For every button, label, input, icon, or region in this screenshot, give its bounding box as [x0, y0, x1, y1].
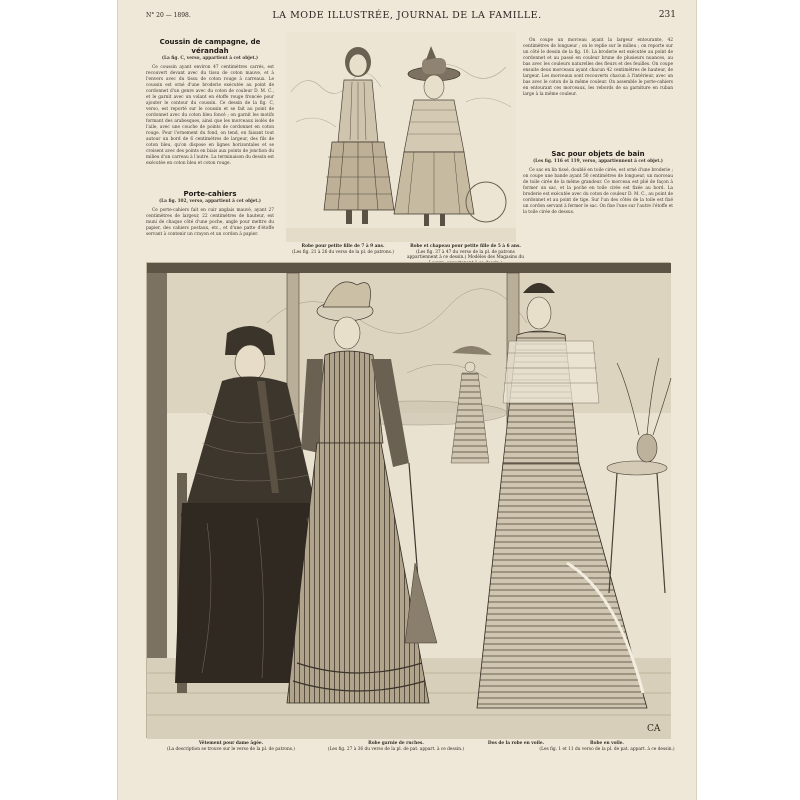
article-title-porte-cahiers: Porte-cahiers: [183, 190, 237, 198]
right-column-article-2: [523, 150, 673, 258]
caption-bottom-4: [538, 741, 676, 752]
right-column-article-1: [523, 38, 673, 144]
left-column-article-2: [146, 190, 274, 252]
article-subtitle-sac: (Les fig. 116 et 119, verso, appartiennent à cet objet.): [533, 159, 663, 164]
article-body-coussin: Ce coussin ayant environ 47 centimètres carrés, est recouvert devant avec du tissu de coton mauve, et à l'envers avec du tissu de coton rouge à carreaux. Le coussin est orné d'une broderie exécutée au point de cordonnet d'un genre avec du coton de couleur D. M. C., et le garnit avec un volant en étoffe rouge froncée pour ajouter le contour du coussin. Ce dessin de la fig. C, verso, est reporté sur le coussin et se fait au point de cordonnet avec du coton bleu foncé ; on garnit les motifs formant des arabesques, ainsi que les morceaux isolés de l'aile, avec une couche de points de cordonnet en coton rouge. Pour l'ornement du fond, on tend, en faisant tout autour un bord de 6 centimètres de largeur, des fils de coton bleu, qu'on dispose en lignes horizontales et se croisent avec des points en biais aux points de jonction du milieu d'un carreau à l'autre. La terminaison du dessin est exécutée en coton bleu et coton rouge.: [146, 65, 274, 166]
caption-top-left: [283, 244, 403, 255]
journal-page: [118, 0, 696, 800]
article-title-sac: Sac pour objets de bain: [551, 150, 645, 158]
main-engraving-ladies: [146, 262, 670, 738]
page-header: [118, 10, 696, 24]
caption-bottom-4-title: Robe en voile.: [590, 741, 624, 746]
caption-top-right-note: (Les fig. 37 à 47 du verso de la pl. de patrons appartiennent à ce dessin.) Modèles des Magasins du: [406, 249, 525, 260]
article-title-coussin: Coussin de campagne, de vérandah: [159, 38, 261, 55]
left-column-article-1: [146, 38, 274, 166]
caption-bottom-1-note: (La description se trouve sur le verso de la pl. de patrons.): [167, 746, 295, 752]
caption-bottom-4-note: (Les fig. 1 et 11 du verso de la pl. de pat. appart. à ce dessin.): [539, 746, 675, 752]
caption-bottom-1: [146, 741, 316, 752]
artist-signature: CA: [647, 724, 661, 734]
caption-bottom-3-title: Dos de la robe en voile.: [487, 741, 545, 746]
article-body-continued: On coupe un morceau ayant la largeur entourante, 42 centimètres de longueur ; on le replie sur le milieu ; on reporte sur un côté le dessin de la fig. 10. La broderie est exécutée au point de cordonnet et au passé en couleur brune de plusieurs nuances, au bas avec les couleurs naturelles des fleurs et des feuilles. On coupe ensuite deux morceaux ayant chacun 42 centimètres de hauteur, de largeur. Les morceaux sont recouverts chacun à l'intérieur, avec un bas avec le coton de la même couleur. On assemble le porte-cahiers en entourant ces morceaux, les rebords de sa garniture en ruban large à la même couleur.: [523, 38, 673, 97]
article-body-sac: Ce sac en lin tissé, doublé en toile cirée, est orné d'une broderie ; on coupe une bande ayant 50 centimètres de longueur, un morceau de toile cirée de la même grandeur. Ce morceau est plié de façon à former un sac, et la poche en toile cirée est fixée au bord. La broderie est exécutée avec du coton de couleur D. M. C., au point de cordonnet et au point de tige. Sur l'un des côtés de la toile est fixé un cordon servant à fermer le sac. On fixe l'une sur l'autre l'étoffe et la toile cirée de dessus.: [523, 168, 673, 215]
page-number: 231: [658, 10, 676, 20]
top-engraving-children: [286, 32, 516, 242]
caption-top-left-note: (Les fig. 21 à 26 du verso de la pl. de patrons.): [292, 249, 394, 255]
caption-bottom-2-note: (Les fig. 27 à 36 du verso de la pl. de pat. appart. à ce dessin.): [327, 746, 465, 752]
caption-bottom-2: [316, 741, 476, 752]
caption-top-right-title: Robe et chapeau pour petite fille de 5 à 6 ans.: [410, 244, 521, 249]
article-body-porte-cahiers: Ce porte-cahiers fait en cuir anglais mauvé, ayant 27 centimètres de largeur, 22 centimètres de hauteur, est muni de chaque côté d'une poche, angle pour mettre du papier, des cahiers postaux, etc., et d'une patte d'étoffe servant à contenir un crayon et un cordon à papier.: [146, 208, 274, 237]
caption-top-left-title: Robe pour petite fille de 7 à 9 ans.: [301, 244, 385, 249]
journal-title: LA MODE ILLUSTRÉE, JOURNAL DE LA FAMILLE.: [272, 10, 542, 21]
caption-bottom-1-title: Vêtement pour dame âgée.: [198, 741, 264, 746]
article-subtitle-porte-cahiers: (La fig. 102, verso, appartient à cet objet.): [159, 199, 261, 204]
issue-number: N° 20 — 1898.: [146, 12, 191, 19]
article-subtitle-coussin: (La fig. C, verso, appartient à cet objet.): [161, 56, 259, 61]
caption-bottom-2-title: Robe garnie de ruches.: [368, 741, 424, 746]
